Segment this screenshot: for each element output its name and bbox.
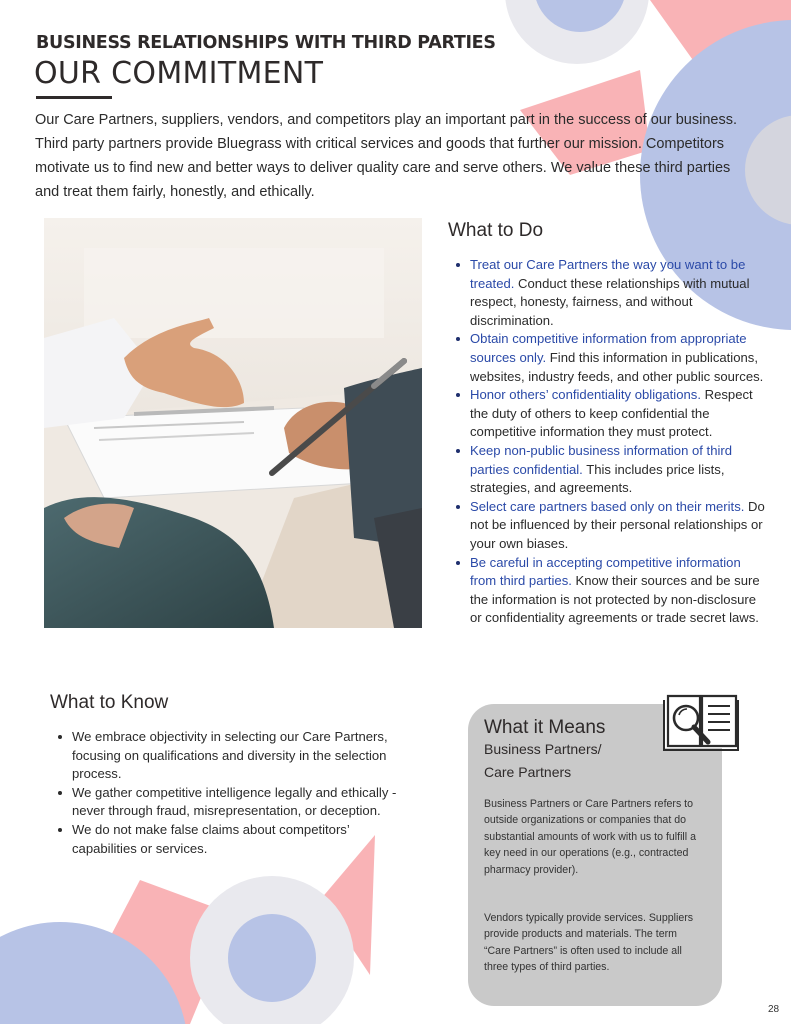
term-title: Business Partners/ xyxy=(484,741,602,757)
list-item-text: Respect the duty of others to keep confidential the competitive information they must protect. xyxy=(470,387,753,440)
list-item-lead: Select care partners based only on their merits. xyxy=(470,498,745,514)
definition-paragraph: Business Partners or Care Partners refers to outside organizations or companies that do substantial amounts of work with us to fulfill a key need in our operations (e.g., contracted pharmacy provider). xyxy=(484,798,696,876)
list-item-lead: Honor others’ confidentiality obligations. xyxy=(470,387,701,403)
list-item: We do not make false claims about competitors’ capabilities or services. xyxy=(58,821,398,858)
list-item-lead: Obtain competitive information from appropriate sources only. xyxy=(470,331,747,365)
definition-paragraph: Vendors typically provide services. Suppliers provide products and materials. The term “Care Partners” is often used to include all three types of third parties. xyxy=(484,912,694,974)
book-with-magnifier-icon xyxy=(660,690,742,752)
section-kicker: BUSINESS RELATIONSHIPS WITH THIRD PARTIES xyxy=(36,33,496,53)
list-item xyxy=(456,330,770,386)
page-number: 28 xyxy=(768,1004,780,1015)
what-to-do-list xyxy=(456,256,770,628)
page-title: OUR COMMITMENT xyxy=(34,56,324,91)
list-item-text: Know their sources and be sure the information is not protected by non-disclosure or confidentiality agreements or trade secret laws. xyxy=(470,573,760,626)
list-item xyxy=(456,442,770,498)
what-to-know-heading: What to Know xyxy=(50,692,169,713)
list-item-lead: Keep non-public business information of third parties confidential. xyxy=(470,442,733,477)
list-item-lead: Treat our Care Partners the way you want to be treated. xyxy=(470,257,746,291)
lavender-dot-bottom xyxy=(228,914,316,1002)
title-underline xyxy=(36,96,112,99)
what-to-do-heading: What to Do xyxy=(448,220,544,241)
list-item-text: Do not be influenced by their personal relationships or your own biases. xyxy=(470,498,765,551)
list-item xyxy=(456,386,770,442)
list-item: We gather competitive intelligence legally and ethically - never through fraud, misrepresentation, or deception. xyxy=(58,784,398,821)
what-to-know-list xyxy=(58,728,398,858)
what-it-means-heading: What it Means xyxy=(484,717,606,738)
list-item xyxy=(456,498,770,554)
handshake-contract-photo xyxy=(44,218,422,628)
list-item xyxy=(456,554,770,628)
term-title: Care Partners xyxy=(484,764,572,780)
list-item-text: This includes price lists, strategies, and agreements. xyxy=(470,461,725,496)
intro-paragraph: Our Care Partners, suppliers, vendors, and competitors play an important part in the success of our business. Third party partners provide Bluegrass with critical services and goods that further our mission. Competitors motivate us to find new and better ways to deliver quality care and serve others. We value these third parties and treat them fairly, honestly, and ethically. xyxy=(35,112,737,200)
list-item-lead: Be careful in accepting competitive information from third parties. xyxy=(470,554,741,589)
list-item xyxy=(456,256,770,330)
list-item-text: Find this information in publications, websites, industry feeds, and other public sources. xyxy=(470,349,764,384)
list-item-text: Conduct these relationships with mutual respect, honesty, fairness, and without discrimination. xyxy=(470,275,750,328)
list-item: We embrace objectivity in selecting our Care Partners, focusing on qualifications and diversity in the selection process. xyxy=(58,728,398,784)
